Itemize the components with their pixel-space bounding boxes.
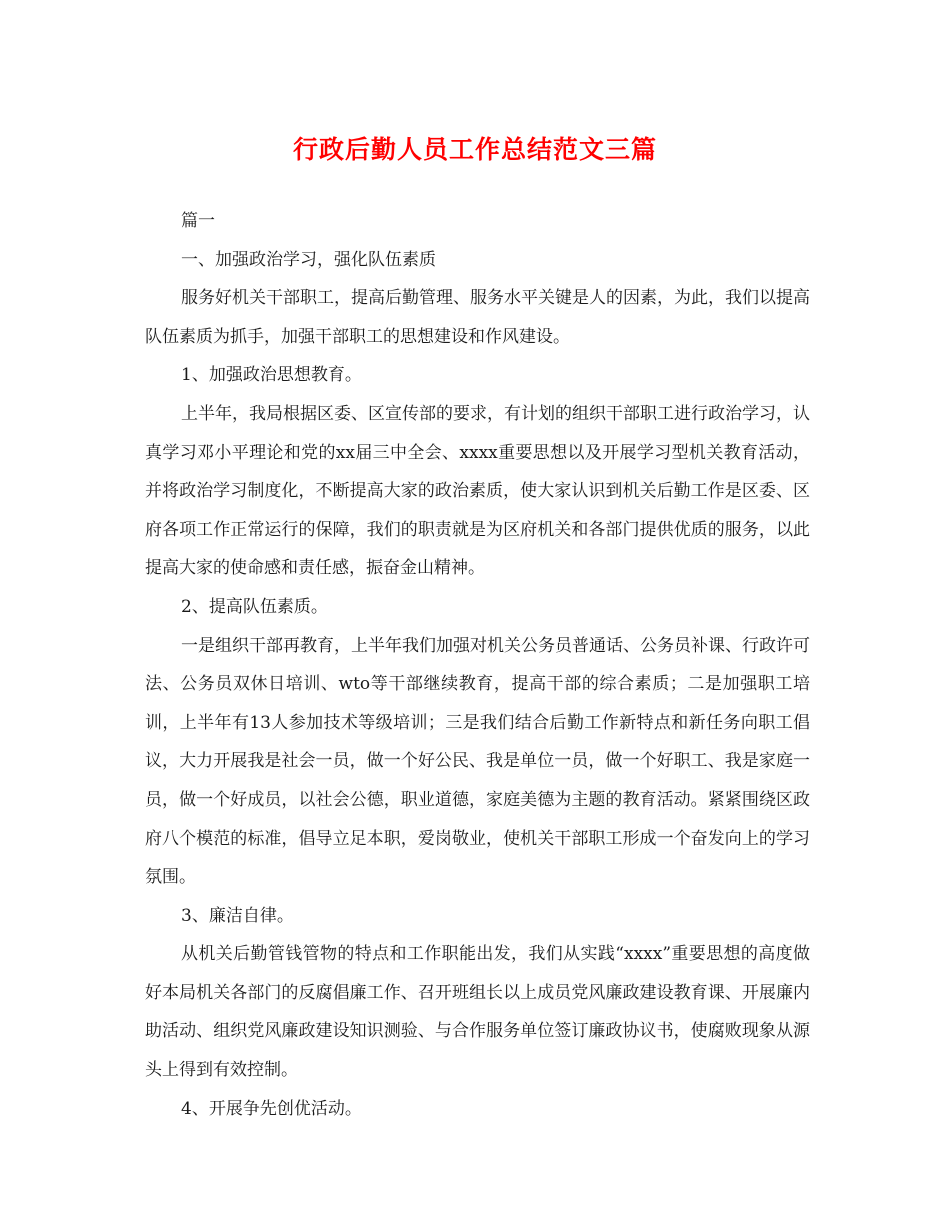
paragraph: 从机关后勤管钱管物的特点和工作职能出发，我们从实践“xxxx”重要思想的高度做好本局机关各部门的反腐倡廉工作、召开班组长以上成员党风廉政建设教育课、开展廉内助活动、组织党风廉政建设知识测验、与合作服务单位签订廉政协议书，使腐败现象从源头上得到有效控制。 [145, 944, 810, 1081]
section-label: 篇一 [181, 211, 215, 231]
paragraph: 服务好机关干部职工，提高后勤管理、服务水平关键是人的因素，为此，我们以提高队伍素质为抓手，加强干部职工的思想建设和作风建设。 [145, 288, 810, 347]
section-heading: 一、加强政治学习，强化队伍素质 [181, 249, 436, 270]
subheading: 4、开展争先创优活动。 [181, 1098, 362, 1119]
document-body [145, 202, 810, 1128]
subheading: 2、提高队伍素质。 [181, 596, 328, 617]
subheading: 1、加强政治思想教育。 [181, 365, 362, 386]
document-title: 行政后勤人员工作总结范文三篇 [292, 135, 657, 164]
paragraph: 上半年，我局根据区委、区宣传部的要求，有计划的组织干部职工进行政治学习，认真学习邓小平理论和党的xx届三中全会、xxxx重要思想以及开展学习型机关教育活动，并将政治学习制度化，不断提高大家的政治素质，使大家认识到机关后勤工作是区委、区府各项工作正常运行的保障，我们的职责就是为区府机关和各部门提供优质的服务，以此提高大家的使命感和责任感，振奋金山精神。 [145, 403, 810, 579]
subheading: 3、廉洁自律。 [181, 905, 294, 926]
paragraph: 一是组织干部再教育，上半年我们加强对机关公务员普通话、公务员补课、行政许可法、公务员双休日培训、wto等干部继续教育，提高干部的综合素质；二是加强职工培训，上半年有13人参加技术等级培训；三是我们结合后勤工作新特点和新任务向职工倡议，大力开展我是社会一员，做一个好公民、我是单位一员，做一个好职工、我是家庭一员，做一个好成员，以社会公德，职业道德，家庭美德为主题的教育活动。紧紧围绕区政府八个模范的标准，倡导立足本职，爱岗敬业，使机关干部职工形成一个奋发向上的学习氛围。 [145, 635, 810, 888]
